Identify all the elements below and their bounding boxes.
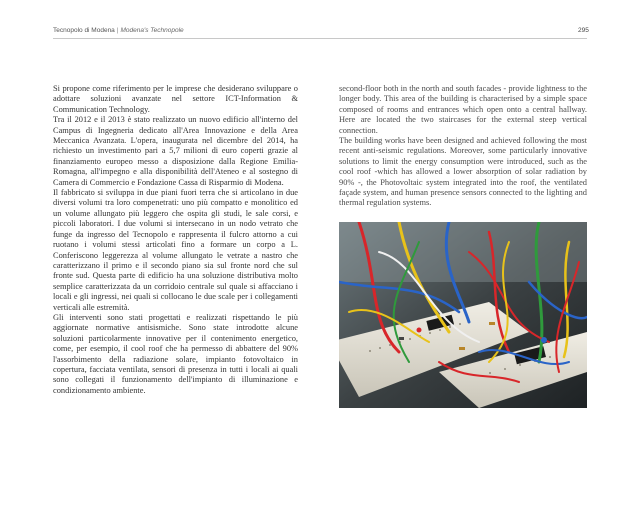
page-header [0,0,640,40]
header-divider [53,38,587,39]
page-number: 295 [578,27,589,34]
paragraph: Gli interventi sono stati progettati e realizzati rispettando le più aggiornate normative antisismiche. Sono state introdotte alcune soluzioni particolarmente innovative per il contenimento energetico, come, per esempio, il cool roof che ha permesso di abbattere del 90% l'assorbimento della radiazione solare, impianto fotovoltaico in copertura, facciata ventilata, sensori di presenza in tutti i locali ai quali sono collegati il funzionamento dell'impianto di illuminazione e condizionamento ambiente. [53,312,298,395]
paragraph: second-floor both in the north and south facades - provide lightness to the longer body. This area of the building is characterised by a simple space composed of rooms and entrances which open onto a central hallway. Here are located the two staircases for the external steep vertical connection. [339,84,587,135]
paragraph: The building works have been designed and achieved following the most recent anti-seismic regulations. Moreover, some particularly innovative solutions to limit the energy consumption were introduced, such as the cool roof -which has allowed a lower absorption of solar radiation by 90% -, the Photovoltaic system integrated into the roof, the ventilated façade system, and human presence sensors connected to the lighting and thermal regulation systems. [339,136,587,208]
breadboard-illustration [339,222,587,408]
running-head-subtitle: Modena's Technopole [120,27,184,34]
running-head-title: Tecnopolo di Modena [53,27,115,34]
paragraph: Tra il 2012 e il 2013 è stato realizzato un nuovo edificio all'interno del Campus di Ingegneria dedicato all'Area Innovazione e della Area Meccanica Avanzata. L'opera, inaugurata nel dicembre del 2014, ha richiesto un investimento pari a 5,7 milioni di euro coperti grazie al finanziamento europeo messo a disposizione dalla Regione Emilia-Romagna, all'impegno e alla disponibilità dell'Ateneo e al sostegno di Camera di Commercio e Fondazione Cassa di Risparmio di Modena. [53,115,298,187]
running-head [53,27,184,34]
paragraph: Il fabbricato si sviluppa in due piani fuori terra che si articolano in due diversi volumi tra loro compenetrati: uno più compatto e monolitico ed un volume allungato più leggero che ospita gli studi, le sale corsi, e piccoli laboratori. I due volumi si intersecano in un nodo vetrato che funge da ingresso del Tecnopolo e rappresenta il fulcro attorno a cui ruotano i volumi stessi articolati fino a formare un corpo a L. Conferiscono leggerezza al volume allungato le vetrate a nastro che caratterizzano il primo e il secondo piano sia sul fronte nord che sul fronte sud. Questa parte di edificio ha una soluzione distributiva molto semplice caratterizzata da un corridoio centrale sul quale si affacciano i locali e gli ingressi, nei quali si collocano le due scale per i collegamenti verticali alle estremità. [53,188,298,312]
english-text-column [339,84,587,209]
italian-text-column [53,84,298,396]
running-head-separator: | [116,27,119,34]
paragraph: Si propone come riferimento per le imprese che desiderano sviluppare o adottare soluzioni avanzate nel settore ICT-Information & Communication Technology. [53,84,298,114]
breadboard-photo [339,222,587,408]
